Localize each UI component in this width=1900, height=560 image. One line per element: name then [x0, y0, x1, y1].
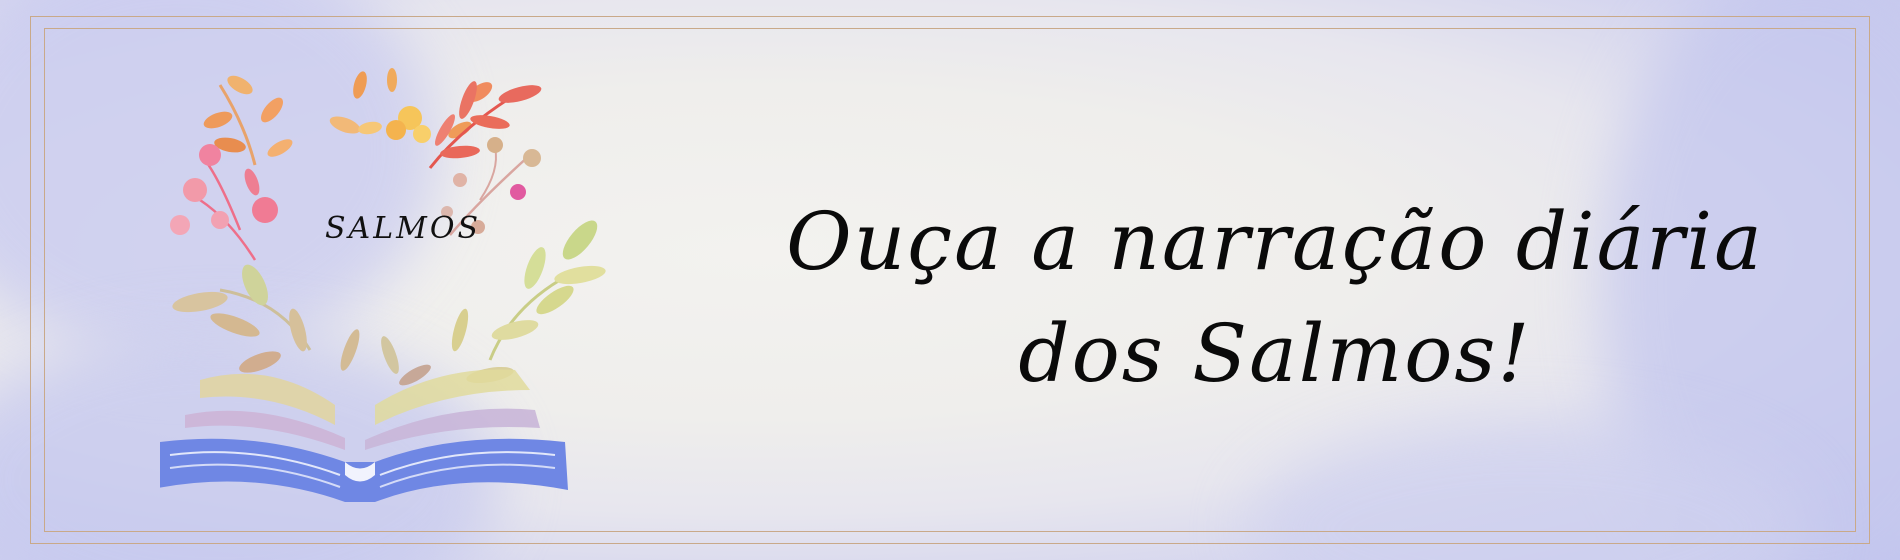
headline [700, 186, 1850, 410]
headline-line-1: Ouça a narração diária [786, 195, 1764, 288]
book-flowers-icon [160, 30, 670, 520]
pink-flowers-icon [170, 144, 278, 260]
book-title-label: SALMOS [325, 211, 482, 246]
open-book-icon [160, 369, 568, 502]
headline-line-2: dos Salmos! [1018, 307, 1532, 400]
